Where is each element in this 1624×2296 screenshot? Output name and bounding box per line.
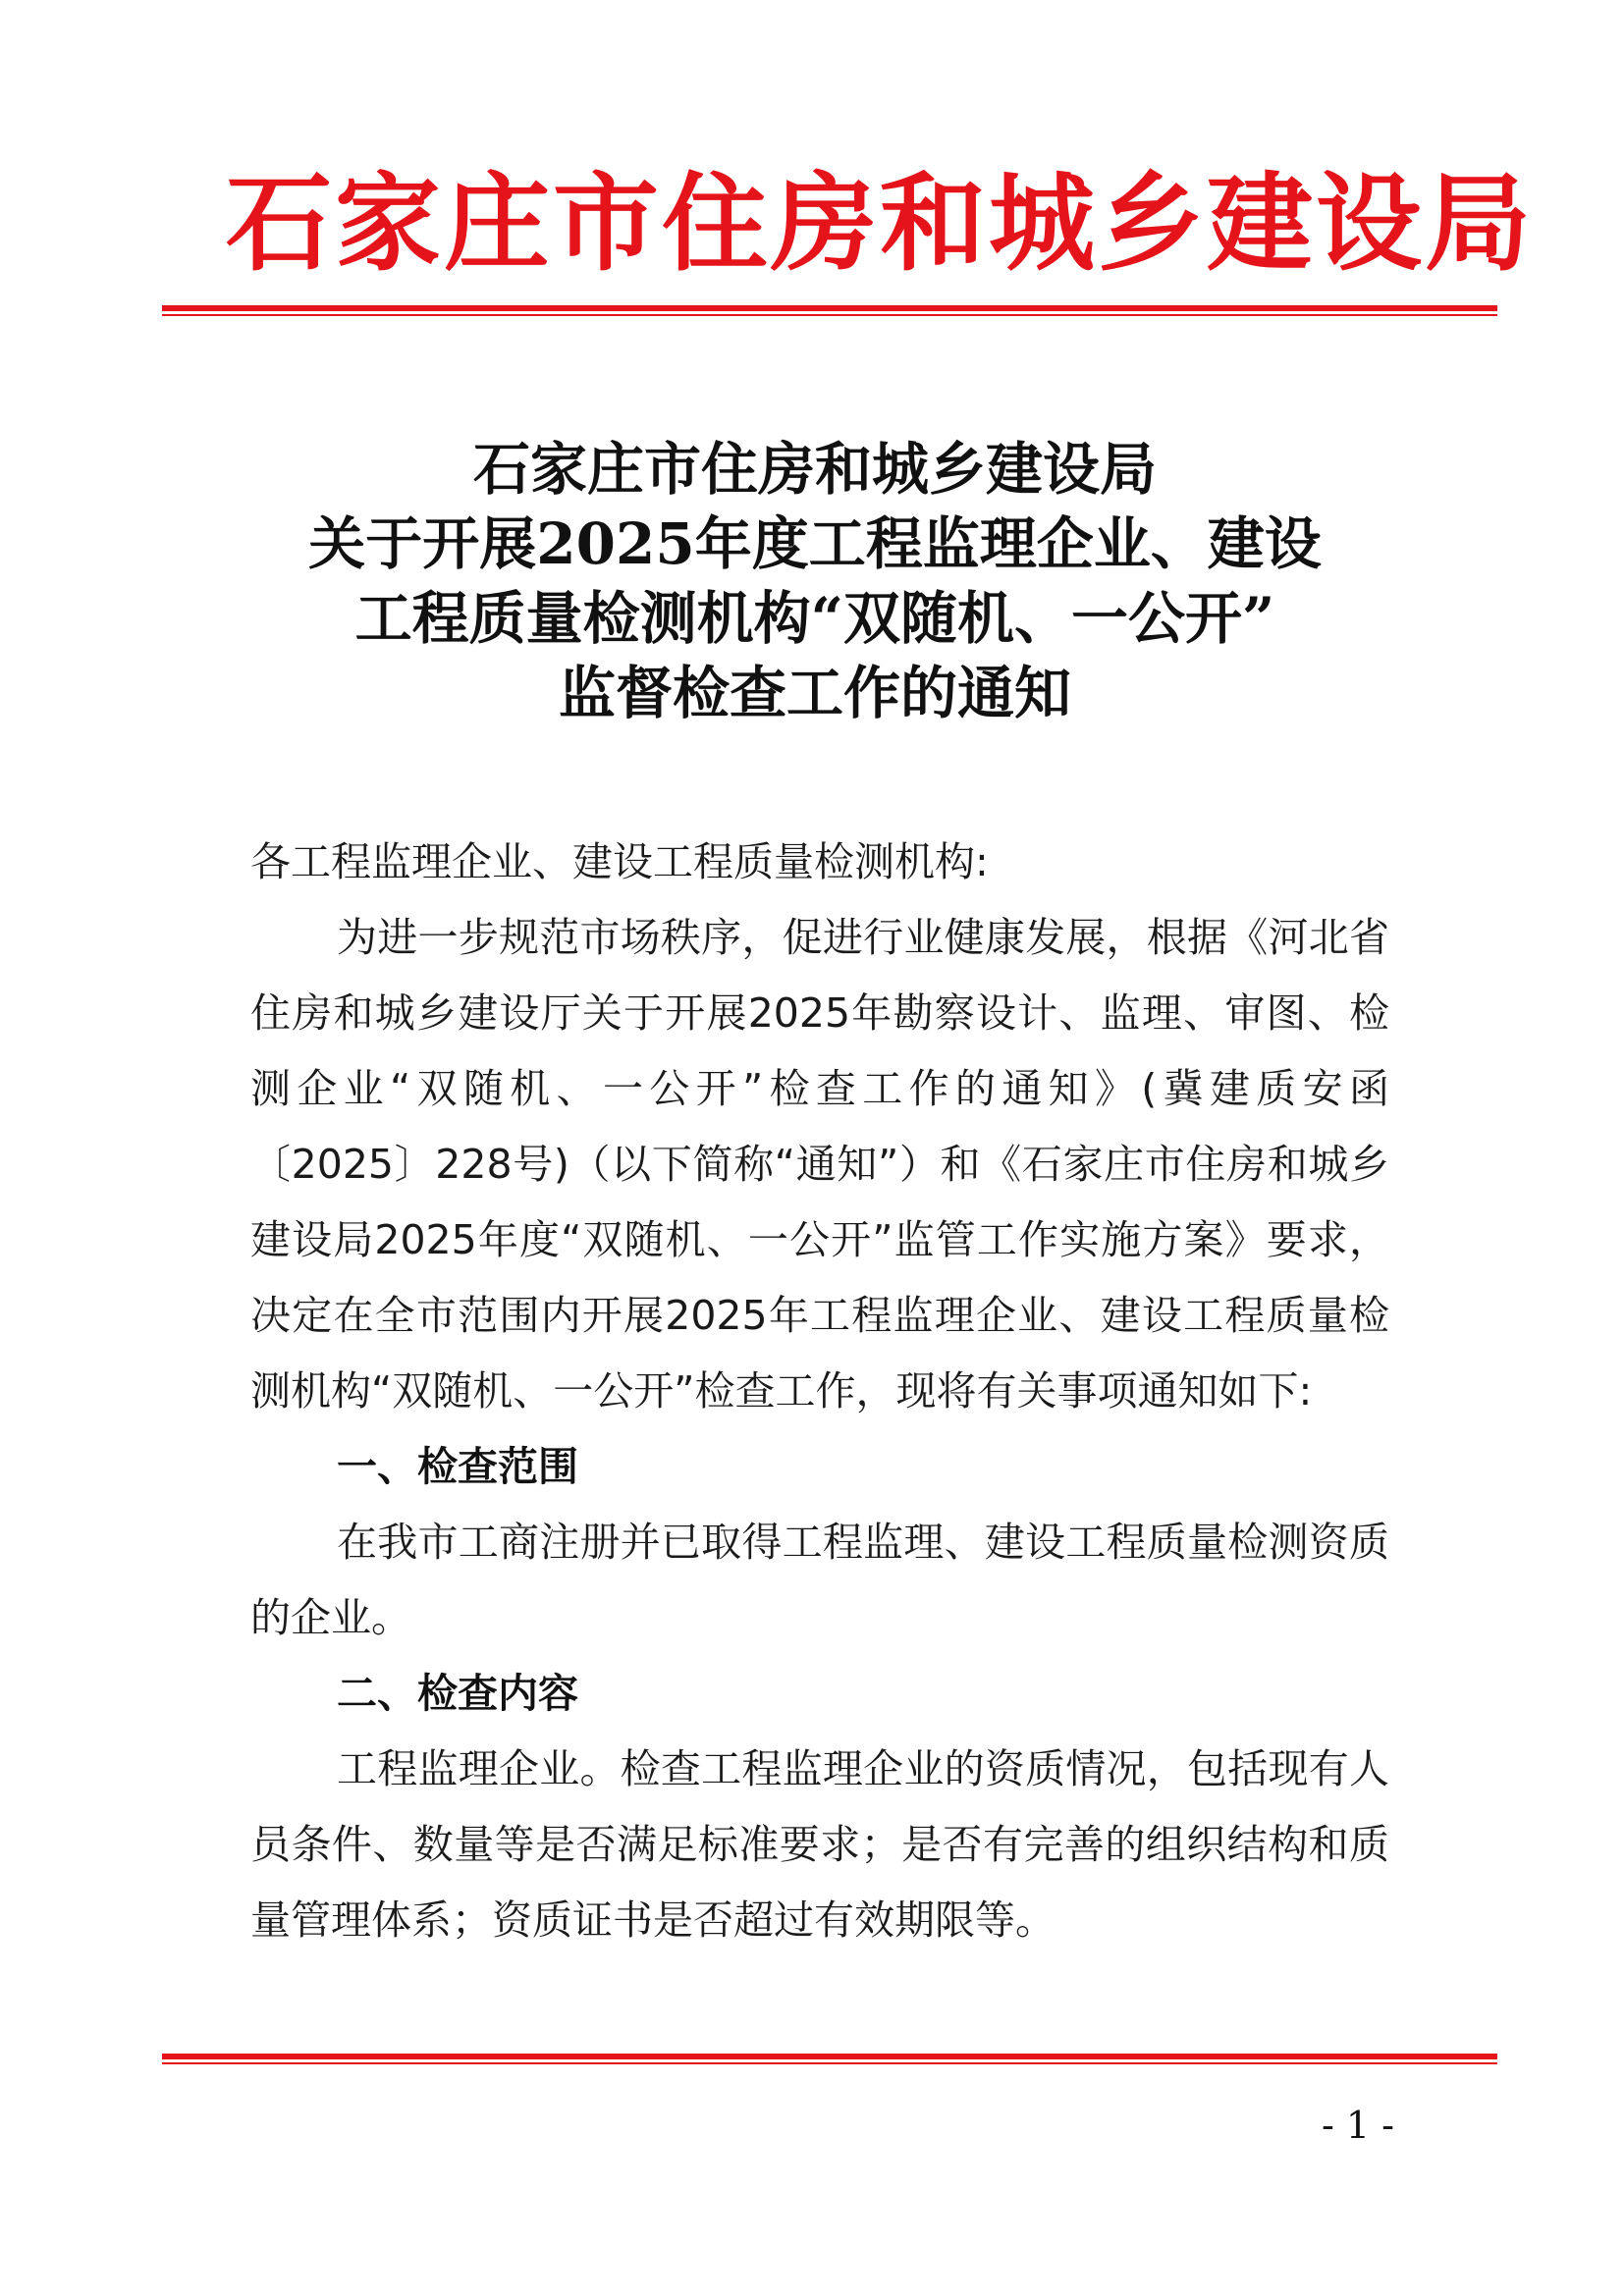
section-2-heading: 二、检查内容 xyxy=(337,1670,578,1717)
page-number: - 1 - xyxy=(1321,2104,1394,2147)
masthead: 石家庄市住房和城乡建设局 xyxy=(226,162,1535,286)
title-line-4: 监督检查工作的通知 xyxy=(558,660,1071,726)
title-line-1: 石家庄市住房和城乡建设局 xyxy=(472,436,1157,503)
title-line-2: 关于开展2025年度工程监理企业、建设 xyxy=(308,510,1322,577)
salutation: 各工程监理企业、建设工程质量检测机构: xyxy=(250,838,989,885)
section-1-text: 在我市工商注册并已取得工程监理、建设工程质量检测资质的企业。 xyxy=(250,1519,1389,1641)
document-title xyxy=(177,432,1453,730)
masthead-rule-thin xyxy=(162,314,1497,316)
footer-rule-thin xyxy=(162,2062,1497,2064)
intro-paragraph: 为进一步规范市场秩序，促进行业健康发展，根据《河北省住房和城乡建设厅关于开展2025年勘察设计、监理、审图、检测企业“双随机、一公开”检查工作的通知》(冀建质安函〔2025〕228号)（以下简称“通知”）和《石家庄市住房和城乡建设局2025年度“双随机、一公开”监管工作实施方案》要求，决定在全市范围内开展2025年工程监理企业、建设工程质量检测机构“双随机、一公开”检查工作，现将有关事项通知如下: xyxy=(250,914,1389,1415)
section-1-heading: 一、检查范围 xyxy=(337,1443,578,1490)
document-body xyxy=(250,825,1389,1958)
masthead-rule xyxy=(162,305,1497,316)
section-2-text: 工程监理企业。检查工程监理企业的资质情况，包括现有人员条件、数量等是否满足标准要求；是否有完善的组织结构和质量管理体系；资质证书是否超过有效期限等。 xyxy=(250,1745,1389,1944)
title-line-3: 工程质量检测机构“双随机、一公开” xyxy=(354,585,1275,652)
footer-rule xyxy=(162,2054,1497,2064)
